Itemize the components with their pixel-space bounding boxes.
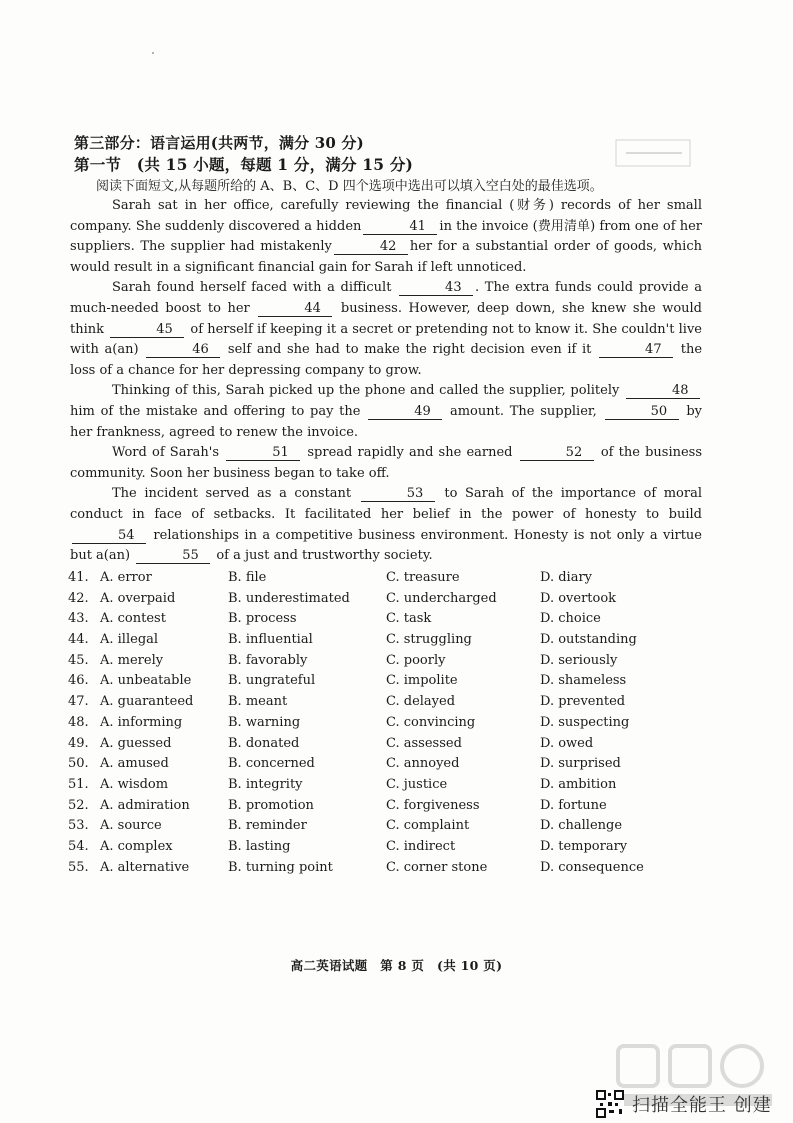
option-b: B. meant [228,694,288,710]
option-a: A. amused [100,756,169,772]
paragraph-2: Sarah found herself faced with a difficult 43 . The extra funds could provide a much-needed boost to her 44 business. However, deep down, she knew she would think 45 of herself if keeping it a secret or pretending not to know it. She couldn't live with a(an) 46 self and she had to make the right decision even if it 47 the loss of a chance for her depressing company to grow. [70,280,703,378]
blank-47: 47 [599,343,673,358]
option-row [68,837,708,858]
question-number: 43. [68,611,89,627]
scanner-watermark: 扫描全能王 创建 [632,1095,772,1116]
option-d: D. ambition [540,776,617,792]
option-row [68,671,708,692]
blank-53: 53 [361,487,435,502]
option-a: A. admiration [100,797,190,813]
option-a: A. guaranteed [100,694,194,710]
question-number: 55. [68,859,89,875]
blank-50: 50 [605,405,679,420]
blank-45: 45 [110,323,184,338]
blank-49: 49 [368,405,442,420]
qr-code-icon [596,1090,624,1118]
option-c: C. convincing [386,714,476,730]
option-row [68,816,708,837]
option-row [68,734,708,755]
question-number: 53. [68,818,89,834]
option-b: B. turning point [228,859,333,875]
option-d: D. prevented [540,694,626,710]
faded-stamp [612,134,698,174]
option-b: B. warning [228,714,301,730]
question-number: 44. [68,632,89,648]
option-c: C. justice [386,776,448,792]
option-row [68,609,708,630]
option-row [68,754,708,775]
option-d: D. owed [540,735,594,751]
option-row [68,713,708,734]
option-c: C. forgiveness [386,797,480,813]
question-number: 42. [68,590,89,606]
blank-42: 42 [334,240,408,255]
answer-options [68,568,708,878]
option-row [68,651,708,672]
question-number: 52. [68,797,89,813]
option-row [68,692,708,713]
option-b: B. process [228,611,297,627]
option-b: B. concerned [228,756,315,772]
question-number: 45. [68,652,89,668]
option-b: B. favorably [228,652,308,668]
option-c: C. delayed [386,694,456,710]
option-row [68,630,708,651]
option-d: D. shameless [540,673,627,689]
option-d: D. fortune [540,797,607,813]
option-a: A. source [100,818,162,834]
question-number: 49. [68,735,89,751]
option-b: B. ungrateful [228,673,316,689]
option-c: C. impolite [386,673,458,689]
option-d: D. surprised [540,756,621,772]
question-number: 47. [68,694,89,710]
option-c: C. complaint [386,818,470,834]
option-row [68,568,708,589]
option-c: C. corner stone [386,859,488,875]
blank-43: 43 [399,281,473,296]
option-c: C. poorly [386,652,446,668]
option-row [68,858,708,879]
option-row [68,589,708,610]
option-row [68,775,708,796]
option-a: A. illegal [100,632,159,648]
question-number: 48. [68,714,89,730]
section-title: 第一节 (共 15 小题，每题 1 分，满分 15 分) [74,155,414,174]
scan-speck [152,52,154,54]
option-c: C. undercharged [386,590,497,606]
option-a: A. wisdom [100,776,169,792]
option-c: C. treasure [386,570,460,585]
paragraph-3: Thinking of this, Sarah picked up the phone and called the supplier, politely 48 him of the mistake and offering to pay the 49 amount. The supplier, 50 by her frankness, agreed to renew the invoice. [70,383,702,440]
stamp-mark-icon [612,134,698,174]
blank-44: 44 [258,302,332,317]
paragraph-5: The incident served as a constant 53 to Sarah of the importance of moral conduct in face of setbacks. It facilitated her belief in the power of honesty to build 54 relationships in a competitive business environment. Honesty is not only a virtue but a(an) 55 of a just and trustworthy society. [70,486,703,564]
option-d: D. choice [540,611,601,627]
option-d: D. seriously [540,652,618,668]
option-b: B. promotion [228,797,314,813]
paragraph-1: Sarah sat in her office, carefully reviewing the financial (财务) records of her small company. She suddenly discovered a hidden 41 in the invoice (费用清单) from one of her suppliers. The supplier had mistakenly 42 her for a substantial order of goods, which would result in a significant financial gain for Sarah if left unnoticed. [70,198,702,275]
option-b: B. donated [228,735,300,751]
option-row [68,796,708,817]
option-d: D. outstanding [540,632,637,648]
option-c: C. annoyed [386,756,460,772]
option-c: C. struggling [386,632,472,648]
option-c: C. assessed [386,735,462,751]
blank-54: 54 [72,529,146,544]
option-d: D. challenge [540,818,623,834]
option-d: D. suspecting [540,714,630,730]
option-a: A. contest [100,611,166,627]
option-d: D. overtook [540,590,617,606]
paragraph-4: Word of Sarah's 51 spread rapidly and she earned 52 of the business community. Soon her business began to take off. [70,445,703,481]
page-footer: 高二英语试题 第 8 页 (共 10 页) [290,958,503,973]
option-b: B. underestimated [228,590,350,606]
option-a: A. informing [100,714,183,730]
option-b: B. reminder [228,818,307,834]
option-a: A. unbeatable [100,673,192,689]
option-a: A. guessed [100,735,172,751]
option-a: A. complex [100,838,173,854]
option-a: A. error [100,570,152,585]
question-number: 54. [68,838,89,854]
option-d: D. temporary [540,838,628,854]
option-b: B. lasting [228,838,291,854]
blank-55: 55 [136,549,210,564]
question-number: 46. [68,673,89,689]
option-a: A. merely [100,652,164,668]
instruction: 阅读下面短文,从每题所给的 A、B、C、D 四个选项中选出可以填入空白处的最佳选项。 [96,179,603,194]
blank-51: 51 [226,446,300,461]
blank-46: 46 [146,343,220,358]
option-c: C. task [386,611,432,627]
question-number: 51. [68,776,89,792]
blank-41: 41 [363,220,437,235]
blank-52: 52 [520,446,594,461]
option-c: C. indirect [386,838,456,854]
question-number: 41. [68,570,89,585]
part-title: 第三部分：语言运用(共两节，满分 30 分) [74,134,364,152]
option-a: A. overpaid [100,590,176,606]
option-a: A. alternative [100,859,190,875]
option-b: B. integrity [228,776,303,792]
blank-48: 48 [626,384,700,399]
cloze-passage [70,196,702,567]
option-b: B. influential [228,632,313,648]
question-number: 50. [68,756,89,772]
option-d: D. diary [540,570,593,585]
option-d: D. consequence [540,859,644,875]
option-b: B. file [228,570,267,585]
